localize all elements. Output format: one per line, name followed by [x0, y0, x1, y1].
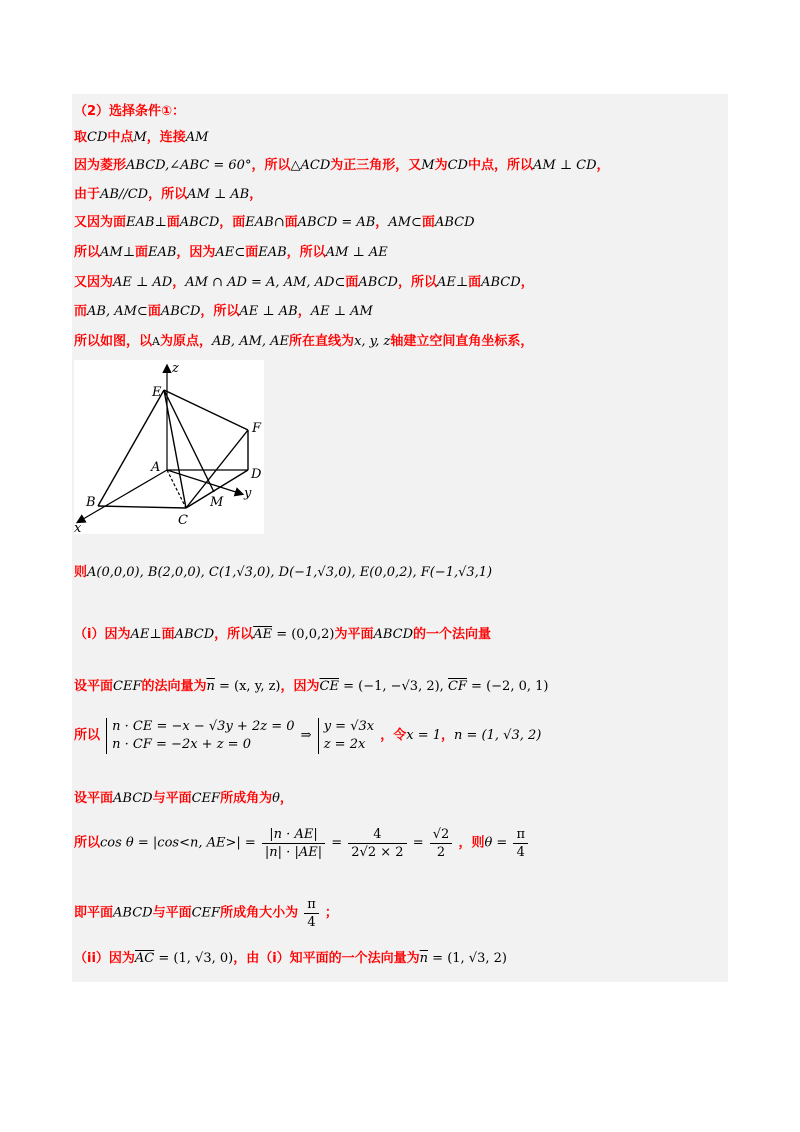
- line-part2-heading: [74, 103, 185, 121]
- label-f: F: [252, 421, 262, 436]
- solid-diagram: [74, 360, 264, 534]
- label-y: y: [244, 486, 252, 501]
- edge-bc: [98, 506, 186, 508]
- line-normal-abcd: （i）因为AE⊥面ABCD，所以$\overline{AE} = (0,0,2)$为平面ABCD的一个法向量: [74, 627, 492, 642]
- fraction-pi-over-4: $\frac{\pi}{4}$: [513, 826, 528, 861]
- line-parallel: 由于AB//CD，所以AM ⊥ AB，: [74, 187, 263, 202]
- line-cosine-calc: 所以cos θ = |cos<n, AE>| = $\frac{|n \cdot AE|}{|n| \cdot |AE|}$ = $\frac{4}{2√2 \times 2}$ = $\frac{√2}{2}$ ，则θ = $\frac{\pi}{4}$: [74, 826, 530, 861]
- line-coordinate-system: 所以如图，以A为原点，AB, AM, AE所在直线为x, y, z轴建立空间直角坐标系，: [74, 334, 534, 349]
- line-rhombus: 因为菱形ABCD,∠ABC = 60°，所以△ACD为正三角形，又M为CD中点，所以AM ⊥ CD，: [74, 158, 610, 173]
- fraction-pi-over-4-result: $\frac{\pi}{4}$: [304, 896, 319, 931]
- geometry-figure: [74, 360, 264, 534]
- fraction-dot-over-norms: $\frac{|n \cdot AE|}{|n| \cdot |AE|}$: [262, 826, 325, 861]
- line-equation-system: 所以 n · CE = −x − √3y + 2z = 0 n · CF = −2x + z = 0 ⇒ y = √3x z = 2x ，令x = 1，n = (1, √3, 2): [74, 719, 542, 752]
- line-angle-def: 设平面ABCD与平面CEF所成角为θ，: [74, 791, 293, 806]
- label-z: z: [172, 361, 179, 376]
- label-x: x: [74, 521, 82, 534]
- label-e: E: [152, 385, 162, 400]
- line-angle-result: 即平面ABCD与平面CEF所成角大小为 $\frac{\pi}{4}$ ；: [74, 897, 338, 930]
- line-ae-perp-abcd: 又因为AE ⊥ AD，AM ∩ AD = A, AM, AD⊂面ABCD，所以AE⊥面ABCD，: [74, 275, 534, 290]
- heading-text: （2）选择条件①：: [74, 104, 186, 119]
- line-am-perp-eab: 所以AM⊥面EAB，因为AE⊂面EAB，所以AM ⊥ AE: [74, 245, 388, 260]
- edge-eb: [98, 390, 164, 506]
- line-ae-perp-ab: 而AB, AM⊂面ABCD，所以AE ⊥ AB，AE ⊥ AM: [74, 304, 373, 319]
- fraction-root2-over-2: $\frac{√2}{2}$: [430, 826, 453, 861]
- line-take-midpoint: 取CD中点M，连接AM: [74, 130, 209, 145]
- equation-system-left: n · CE = −x − √3y + 2z = 0 n · CF = −2x + z = 0: [106, 718, 294, 754]
- label-a: A: [151, 460, 161, 475]
- label-m: M: [210, 495, 224, 510]
- fraction-4-over: $\frac{4}{2√2 \times 2}$: [348, 826, 406, 861]
- line-part-ii: （ii）因为$\overline{AC} = (1$, √3, 0)，由（i）知平面的一个法向量为$\overline{n} = (1$, √3, 2): [74, 951, 507, 966]
- line-coordinates: 则A(0,0,0), B(2,0,0), C(1,√3,0), D(−1,√3,0), E(0,0,2), F(−1,√3,1): [74, 565, 493, 580]
- edge-ef: [164, 390, 248, 430]
- label-b: B: [86, 495, 96, 510]
- line-normal-cef-setup: 设平面CEF的法向量为$\overline{n} = (x$, y, z)，因为$\overline{CE} = (-1$, −√3, 2), $\overline{CF} = (-2$, 0, 1): [74, 679, 549, 694]
- label-c: C: [178, 513, 188, 528]
- line-plane-perp: 又因为面EAB⊥面ABCD，面EAB∩面ABCD = AB，AM⊂面ABCD: [74, 215, 475, 230]
- equation-system-right: y = √3x z = 2x: [318, 718, 374, 754]
- label-d: D: [251, 467, 262, 482]
